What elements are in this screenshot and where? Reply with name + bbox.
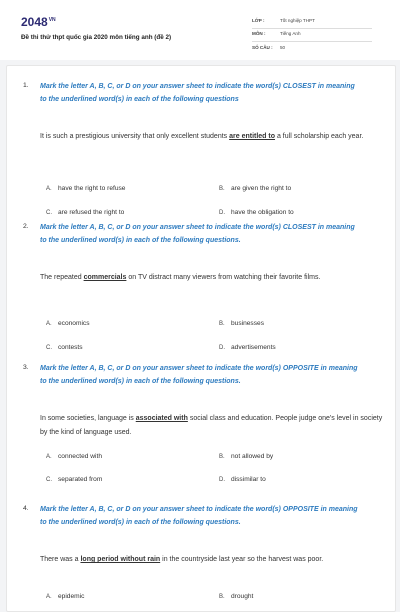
meta-count: SỐ CÂU : 50 xyxy=(252,45,286,50)
option-c[interactable]: C. separated from xyxy=(46,476,103,483)
question-list xyxy=(6,65,396,612)
option-a[interactable]: A. connected with xyxy=(46,453,102,460)
question-text: The repeated commercials on TV distract many viewers from watching their favorite films. xyxy=(40,274,321,281)
underlined-phrase: are entitled to xyxy=(229,133,276,140)
option-c[interactable]: C. are refused the right to xyxy=(46,209,125,216)
option-b[interactable]: B. businesses xyxy=(219,320,264,327)
underlined-phrase: associated with xyxy=(135,415,188,422)
site-logo[interactable]: $2048^{VN}$ xyxy=(21,15,56,29)
option-b[interactable]: B. are given the right to xyxy=(219,185,292,192)
option-d[interactable]: D. have the obligation to xyxy=(219,209,294,216)
question-number: 4. xyxy=(23,505,29,512)
option-d[interactable]: D. dissimilar to xyxy=(219,476,266,483)
question-text: There was a long period without rain in the countryside last year so the harvest was poor. xyxy=(40,556,324,563)
question-instruction: Mark the letter A, B, C, or D on your answer sheet to indicate the word(s) OPPOSITE in meaning to the underlined word(s) in each of the following questions. xyxy=(40,506,358,526)
question-number: 3. xyxy=(23,364,29,371)
meta-subject: MÔN : Tiếng Anh xyxy=(252,31,372,42)
page-header xyxy=(0,0,400,60)
question-number: 1. xyxy=(23,82,29,89)
option-b[interactable]: B. not allowed by xyxy=(219,453,274,460)
option-a[interactable]: A. have the right to refuse xyxy=(46,185,126,192)
question-text: It is such a prestigious university that only excellent students are entitled to a full scholarship each year. xyxy=(40,133,364,140)
meta-class: LỚP : Tốt nghiệp THPT xyxy=(252,18,372,29)
option-d[interactable]: D. advertisements xyxy=(219,344,276,351)
option-a[interactable]: A. epidemic xyxy=(46,593,85,600)
question-instruction: Mark the letter A, B, C, or D on your answer sheet to indicate the word(s) OPPOSITE in meaning to the underlined word(s) in each of the following questions. xyxy=(40,365,358,385)
underlined-phrase: long period without rain xyxy=(80,556,161,563)
question-instruction: Mark the letter A, B, C, or D on your answer sheet to indicate the word(s) CLOSEST in meaning to the underlined word(s) in each of the following questions. xyxy=(40,224,355,244)
option-c[interactable]: C. contests xyxy=(46,344,83,351)
exam-title: Đề thi thử thpt quốc gia 2020 môn tiếng anh (đề 2) xyxy=(21,34,172,41)
question-number: 2. xyxy=(23,223,29,230)
underlined-phrase: commercials xyxy=(83,274,127,281)
question-instruction: Mark the letter A, B, C, or D on your answer sheet to indicate the word(s) CLOSEST in meaning to the underlined word(s) in each of the following questions xyxy=(40,83,355,103)
option-a[interactable]: A. economics xyxy=(46,320,90,327)
option-b[interactable]: B. drought xyxy=(219,593,254,600)
question-text: In some societies, language is associated with social class and education. People judge one's level in society by the kind of language used. xyxy=(40,415,383,436)
